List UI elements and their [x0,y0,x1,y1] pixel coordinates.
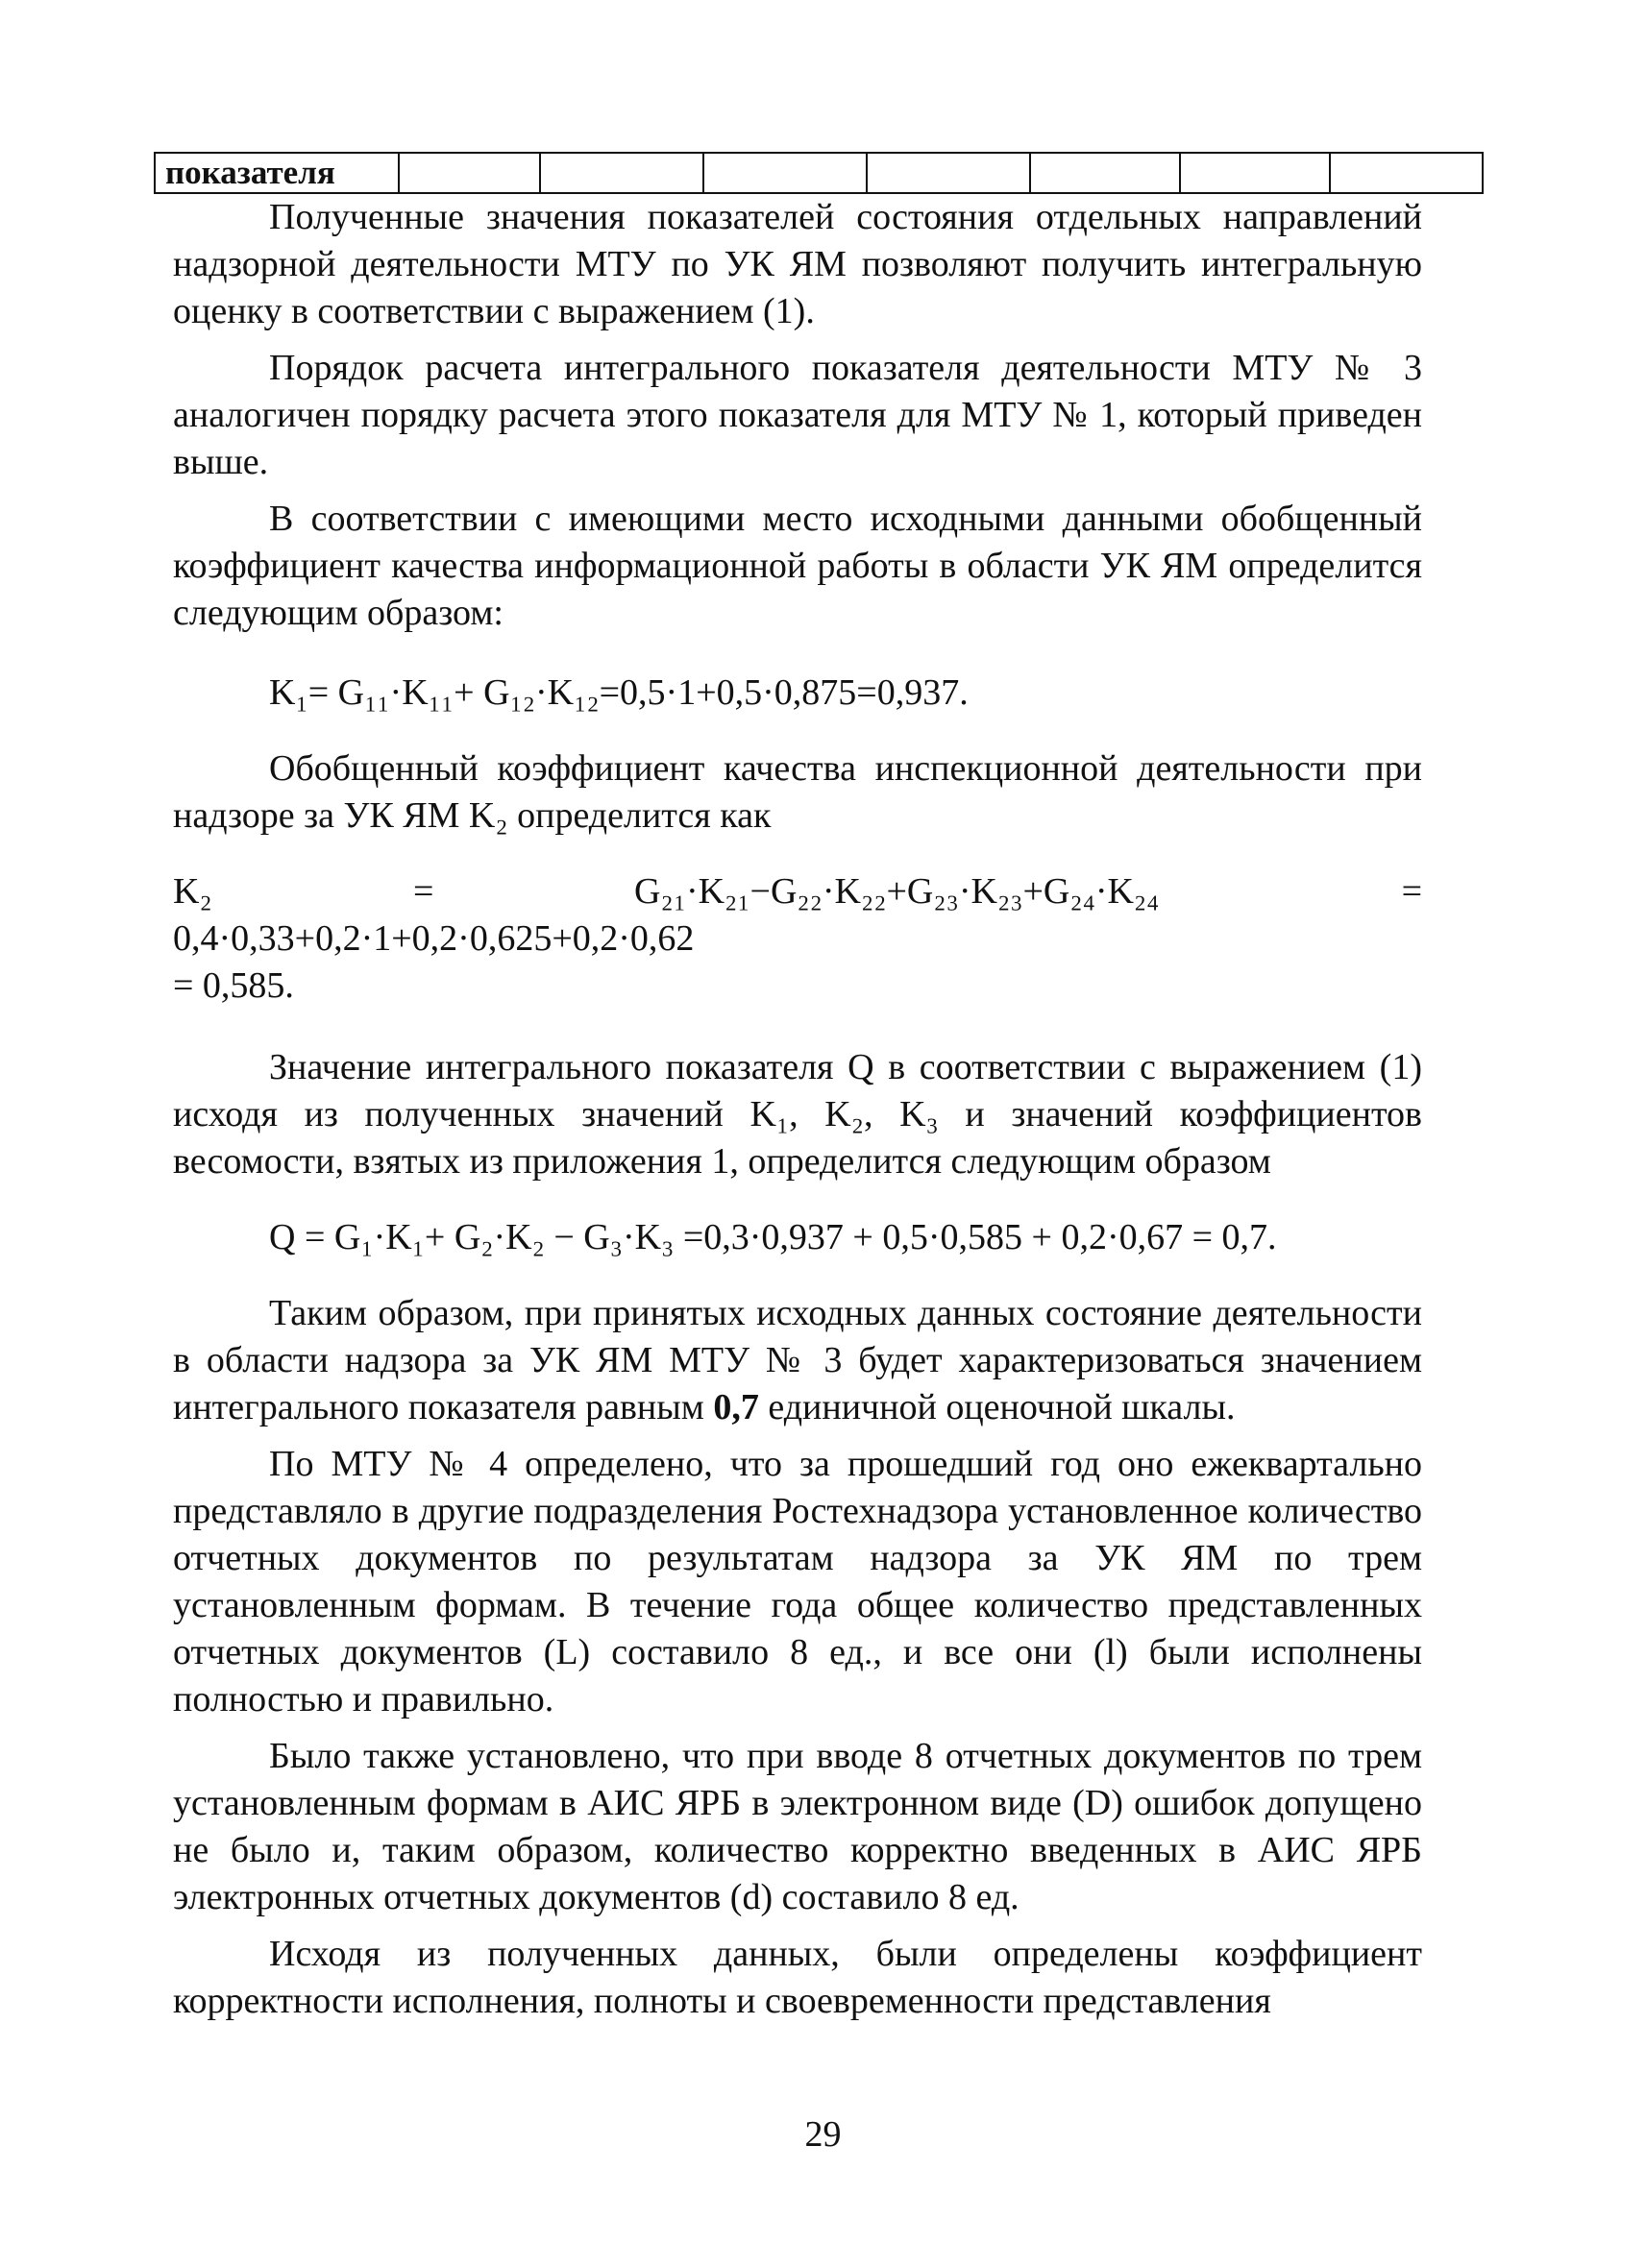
page-number: 29 [804,2114,842,2155]
table-cell [399,153,540,193]
table-cell [867,153,1030,193]
table-cell-label: показателя [155,153,399,193]
paragraph-1: Полученные значения показателей состояния отдельных направлений надзорной деятельности МТУ по УК ЯМ позволяют получить интегральную оценку в соответствии с выражением (1). [173,197,1422,331]
paragraph-6 [173,1290,1422,1431]
paragraph-5: Значение интегрального показателя Q в соответствии с выражением (1) исходя из полученных значений K₁, K₂, K₃ и значений коэффициентов весомости, взятых из приложения 1, определится следующим образом [173,1047,1422,1182]
table-cell [540,153,703,193]
table-fragment [154,152,1484,194]
equation-k2-equals: = [1401,871,1422,912]
table-cell [1030,153,1180,193]
equation-k2-terms: G₂₁·K₂₁−G₂₂·K₂₂+G₂₃·K₂₃+G₂₄·K₂₄ [634,871,1160,912]
equation-k2-equals: = [413,871,434,912]
paragraph-3: В соответствии с имеющими место исходными данными обобщенный коэффициент качества информационной работы в области УК ЯМ определится следующим образом: [173,499,1422,633]
equation-k2-result: = 0,585. [173,965,294,1006]
equation-k1: K₁= G₁₁·K₁₁+ G₁₂·K₁₂=0,5·1+0,5·0,875=0,937. [269,672,969,713]
equation-k2-numbers: 0,4·0,33+0,2·1+0,2·0,625+0,2·0,62 [173,918,695,959]
table-cell [1180,153,1330,193]
equation-k2 [173,868,1422,963]
table-cell [703,153,867,193]
paragraph-4: Обобщенный коэффициент качества инспекционной деятельности при надзоре за УК ЯМ K₂ определится как [173,748,1422,836]
paragraph-6-tail: единичной оценочной шкалы. [768,1387,1236,1427]
paragraph-2: Порядок расчета интегрального показателя деятельности МТУ № 3 аналогичен порядку расчета этого показателя для МТУ № 1, который приведен выше. [173,348,1422,482]
paragraph-8: Было также установлено, что при вводе 8 отчетных документов по трем установленным формам в АИС ЯРБ в электронном виде (D) ошибок допущено не было и, таким образом, количество корректно введенных в АИС ЯРБ электронных отчетных документов (d) составило 8 ед. [173,1736,1422,1917]
equation-k2-lhs: K₂ [173,871,212,912]
paragraph-9: Исходя из полученных данных, были определены коэффициент корректности исполнения, полноты и своевременности представления [173,1934,1422,2021]
table-row [155,153,1483,193]
paragraph-7: По МТУ № 4 определено, что за прошедший год оно ежеквартально представляло в другие подразделения Ростехнадзора установленное количество отчетных документов по результатам надзора за УК ЯМ по трем установленным формам. В течение года общее количество представленных отчетных документов (L) составило 8 ед., и все они (l) были исполнены полностью и правильно. [173,1444,1422,1719]
equation-q: Q = G₁·K₁+ G₂·K₂ − G₃·K₃ =0,3·0,937 + 0,5·0,585 + 0,2·0,67 = 0,7. [269,1217,1277,1257]
page-body [165,152,1422,2025]
paragraph-6-value: 0,7 [713,1387,759,1427]
paragraph-6-text: Таким образом, при принятых исходных данных состояние деятельности в области надзора за УК ЯМ МТУ № 3 будет характеризоваться значением интегрального показателя равным [173,1293,1422,1427]
table-cell [1330,153,1483,193]
